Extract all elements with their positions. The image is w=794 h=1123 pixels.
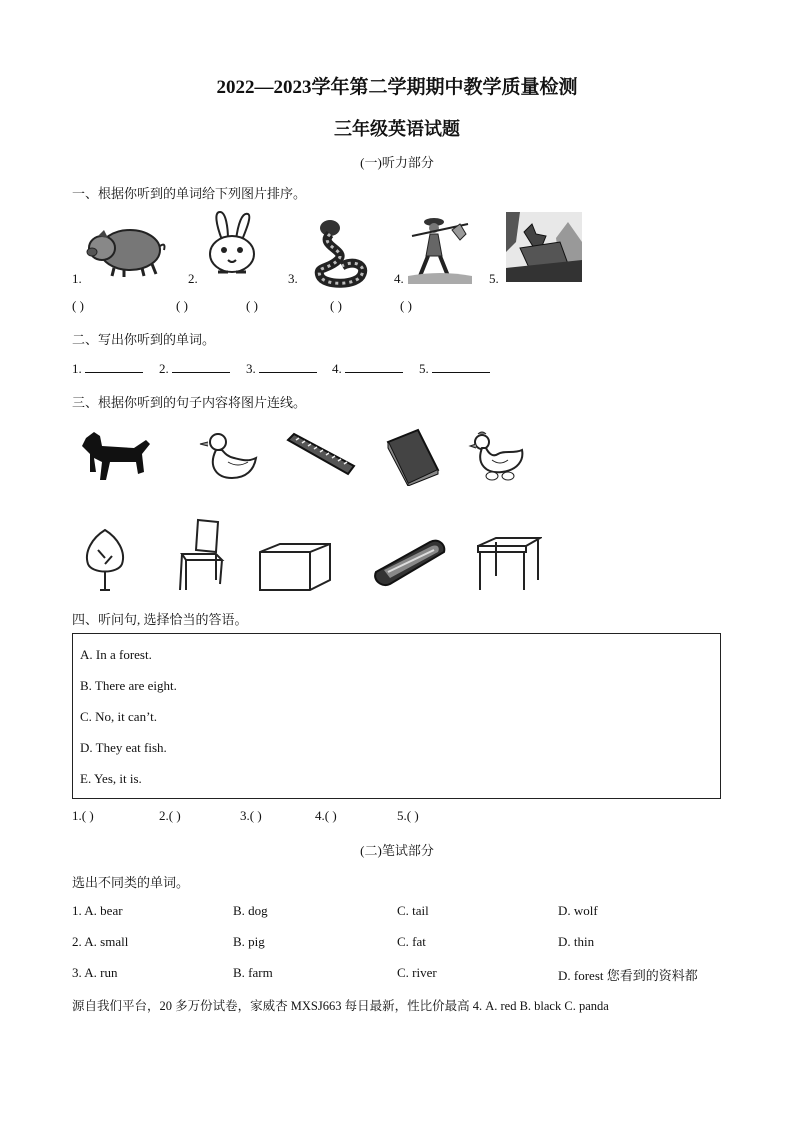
q-option[interactable]: D. forest 您看到的资料都 — [558, 968, 698, 983]
box-icon — [258, 542, 332, 592]
q2-blank-number: 5. — [419, 361, 429, 376]
q-option[interactable]: C. fat — [397, 934, 426, 949]
q-option[interactable]: B. dog — [233, 903, 268, 918]
q2-blank-number: 4. — [332, 361, 342, 376]
rabbit-icon — [200, 210, 264, 278]
chair-icon — [174, 518, 228, 592]
answer-line[interactable] — [85, 360, 143, 373]
book-icon — [384, 428, 440, 486]
q1-answer-bracket[interactable]: ( ) — [330, 298, 342, 313]
q4-answer-bracket[interactable]: 5.( ) — [397, 808, 419, 823]
q1-answer-bracket[interactable]: ( ) — [176, 298, 188, 313]
duck-icon — [198, 430, 258, 484]
q2-blank-2[interactable] — [159, 360, 230, 377]
pencil-case-icon — [372, 538, 448, 588]
q4-option-b: B. There are eight. — [80, 678, 177, 693]
q4-answer-bracket[interactable]: 2.( ) — [159, 808, 181, 823]
q-option[interactable]: D. wolf — [558, 903, 598, 918]
q4-instruction: 四、听问句, 选择恰当的答语。 — [72, 612, 248, 627]
q2-blank-number: 1. — [72, 361, 82, 376]
q2-blank-number: 2. — [159, 361, 169, 376]
hen-icon — [468, 430, 528, 482]
q4-option-a: A. In a forest. — [80, 647, 152, 662]
written-section-heading: (二)笔试部分 — [360, 843, 434, 858]
q-option[interactable]: 2. A. small — [72, 934, 129, 949]
q2-blank-3[interactable] — [246, 360, 317, 377]
farmer-icon — [408, 214, 472, 284]
exam-title: 2022—2023学年第二学期期中教学质量检测 — [216, 77, 578, 98]
q-option[interactable]: B. farm — [233, 965, 273, 980]
snake-icon — [308, 216, 372, 288]
q-option[interactable]: D. thin — [558, 934, 595, 949]
part2-instruction: 选出不同类的单词。 — [72, 875, 190, 890]
q1-item-number: 1. — [72, 271, 82, 286]
q2-blank-5[interactable] — [419, 360, 490, 377]
footer-line: 源自我们平台，20 多万份试卷，家威杏 MXSJ663 每日最新，性比价最高 4. A. red B. black C. panda — [72, 999, 609, 1013]
q-option[interactable]: B. pig — [233, 934, 265, 949]
q-option[interactable]: 1. A. bear — [72, 903, 123, 918]
q3-instruction: 三、根据你听到的句子内容将图片连线。 — [72, 395, 307, 410]
q2-instruction: 二、写出你听到的单词。 — [72, 332, 216, 347]
tree-icon — [82, 528, 128, 592]
answer-line[interactable] — [259, 360, 317, 373]
wolf-icon — [506, 212, 582, 282]
q2-blank-4[interactable] — [332, 360, 403, 377]
q4-option-d: D. They eat fish. — [80, 740, 167, 755]
q1-item-number: 4. — [394, 271, 404, 286]
q-option[interactable]: 3. A. run — [72, 965, 118, 980]
q2-blank-number: 3. — [246, 361, 256, 376]
q2-blank-1[interactable] — [72, 360, 143, 377]
q1-item-number: 5. — [489, 271, 499, 286]
q4-answer-bracket[interactable]: 3.( ) — [240, 808, 262, 823]
q1-item-number: 3. — [288, 271, 298, 286]
listening-section-heading: (一)听力部分 — [360, 155, 434, 170]
exam-subtitle: 三年级英语试题 — [334, 119, 460, 139]
answer-line[interactable] — [432, 360, 490, 373]
q-option[interactable]: C. river — [397, 965, 437, 980]
q4-answer-bracket[interactable]: 1.( ) — [72, 808, 94, 823]
ruler-icon — [286, 432, 356, 476]
q-option[interactable]: C. tail — [397, 903, 429, 918]
q4-option-c: C. No, it can’t. — [80, 709, 158, 724]
dog-icon — [80, 428, 156, 484]
q1-instruction: 一、根据你听到的单词给下列图片排序。 — [72, 186, 307, 201]
answer-line[interactable] — [345, 360, 403, 373]
q4-option-e: E. Yes, it is. — [80, 771, 142, 786]
q1-item-number: 2. — [188, 271, 198, 286]
q1-answer-bracket[interactable]: ( ) — [400, 298, 412, 313]
q4-options-box — [72, 633, 721, 799]
q4-answer-bracket[interactable]: 4.( ) — [315, 808, 337, 823]
answer-line[interactable] — [172, 360, 230, 373]
desk-icon — [476, 536, 542, 592]
q1-answer-bracket[interactable]: ( ) — [246, 298, 258, 313]
pig-icon — [84, 222, 168, 278]
q1-answer-bracket[interactable]: ( ) — [72, 298, 84, 313]
